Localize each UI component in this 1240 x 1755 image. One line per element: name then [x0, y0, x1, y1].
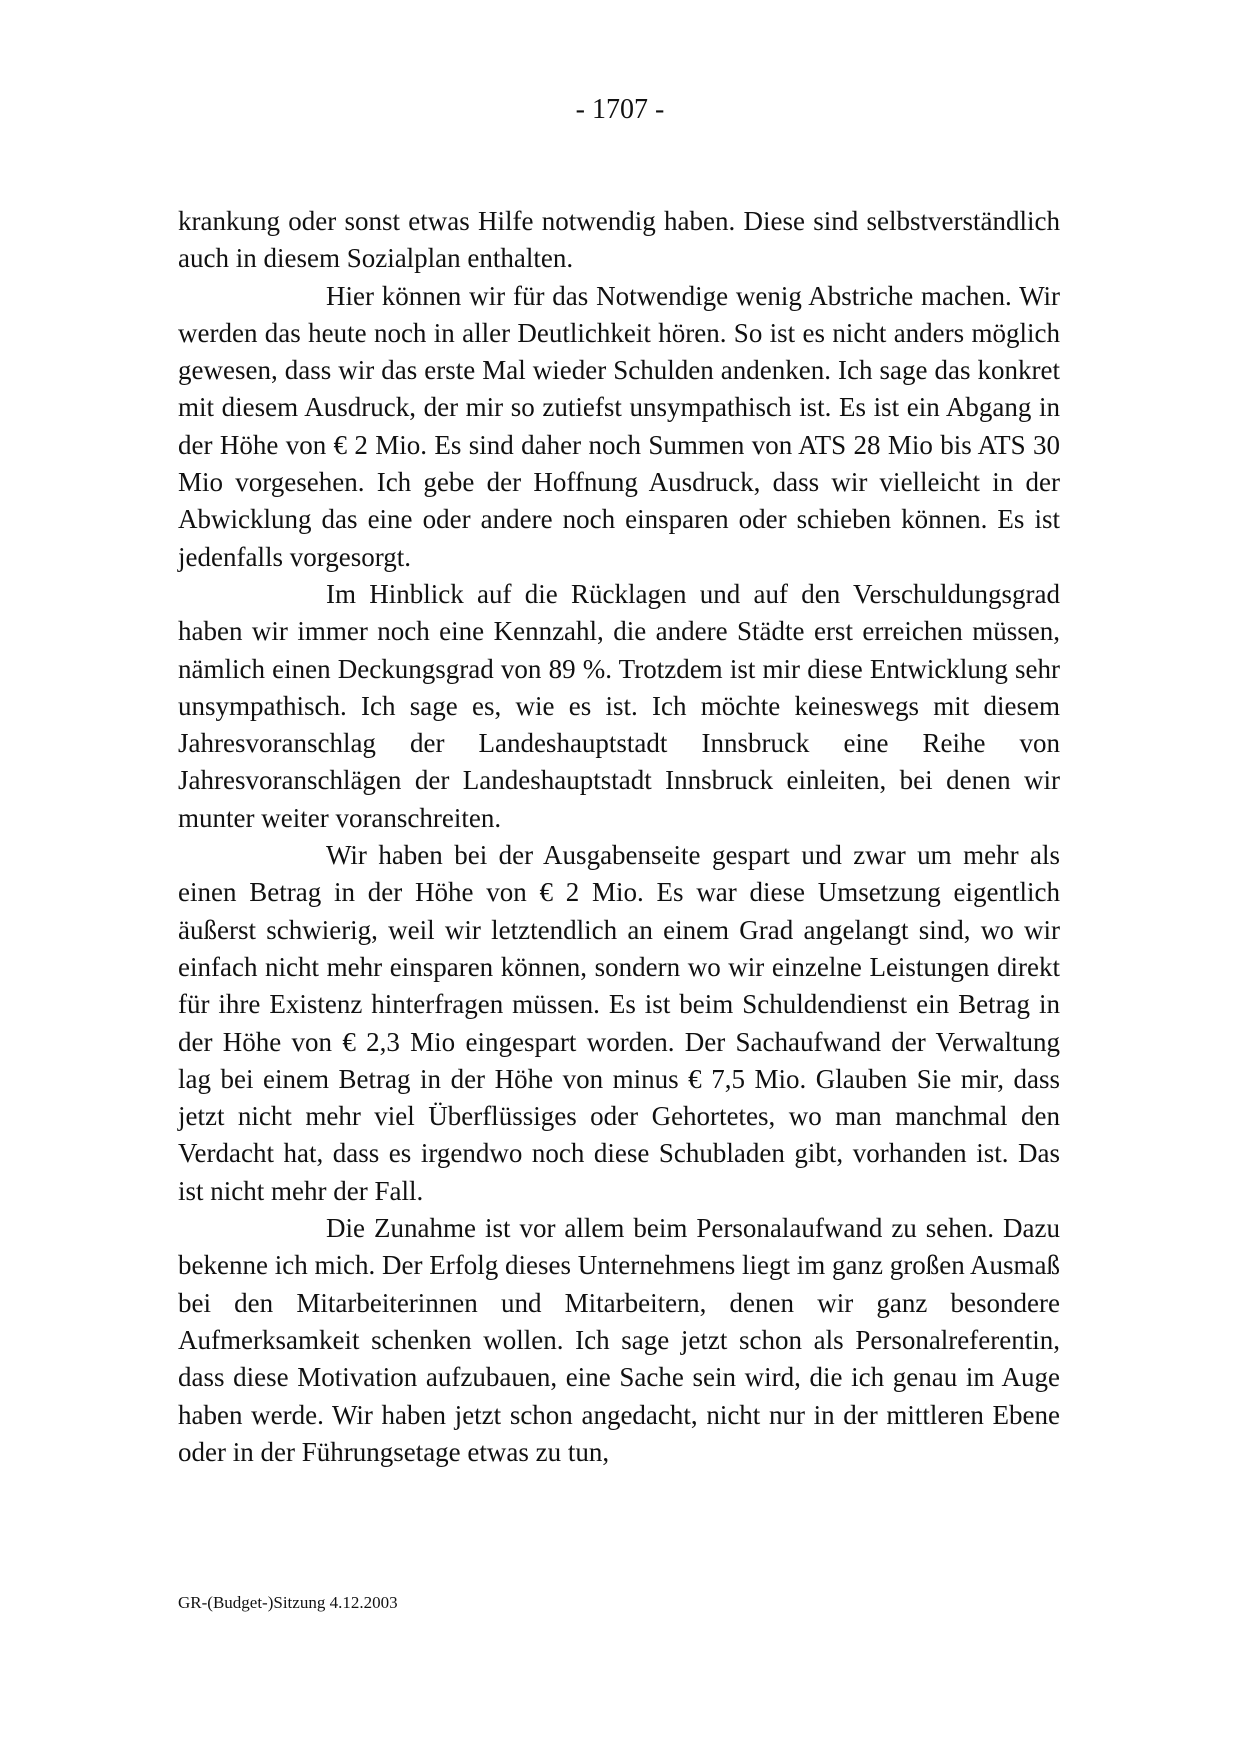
paragraph: krankung oder sonst etwas Hilfe notwendig haben. Diese sind selbstverständlich auch in diesem Sozialplan enthalten.: [178, 206, 1060, 274]
page-footer: GR-(Budget-)Sitzung 4.12.2003: [178, 1593, 398, 1612]
paragraph: Hier können wir für das Notwendige wenig Abstriche machen. Wir werden das heute noch in aller Deutlichkeit hören. So ist es nicht anders möglich gewesen, dass wir das erste Mal wieder Schulden andenken. Ich sage das konkret mit diesem Ausdruck, der mir so zutiefst unsympathisch ist. Es ist ein Abgang in der Höhe von € 2 Mio. Es sind daher noch Summen von ATS 28 Mio bis ATS 30 Mio vorgesehen. Ich gebe der Hoffnung Ausdruck, dass wir vielleicht in der Abwicklung das eine oder andere noch einsparen oder schieben können. Es ist jedenfalls vorgesorgt.: [178, 280, 1060, 572]
paragraph: Die Zunahme ist vor allem beim Personalaufwand zu sehen. Dazu bekenne ich mich. Der Erfolg dieses Unternehmens liegt im ganz großen Ausmaß bei den Mitarbeiterinnen und Mitarbeitern, denen wir ganz besondere Aufmerksamkeit schenken wollen. Ich sage jetzt schon als Personalreferentin, dass diese Motivation aufzubauen, eine Sache sein wird, die ich genau im Auge haben werde. Wir haben jetzt schon angedacht, nicht nur in der mittleren Ebene oder in der Führungsetage etwas zu tun,: [178, 1213, 1060, 1467]
paragraph: Im Hinblick auf die Rücklagen und auf den Verschuldungsgrad haben wir immer noch eine Kennzahl, die andere Städte erst erreichen müssen, nämlich einen Deckungsgrad von 89 %. Trotzdem ist mir diese Entwicklung sehr unsympathisch. Ich sage es, wie es ist. Ich möchte keineswegs mit diesem Jahresvoranschlag der Landeshauptstadt Innsbruck eine Reihe von Jahresvoranschlägen der Landeshauptstadt Innsbruck einleiten, bei denen wir munter weiter voranschreiten.: [178, 578, 1060, 833]
document-body: [178, 203, 1060, 1471]
page-number: - 1707 -: [575, 94, 665, 125]
paragraph: Wir haben bei der Ausgabenseite gespart und zwar um mehr als einen Betrag in der Höhe von € 2 Mio. Es war diese Umsetzung eigentlich äußerst schwierig, weil wir letztendlich an einem Grad angelangt sind, wo wir einfach nicht mehr einsparen können, sondern wo wir einzelne Leistungen direkt für ihre Existenz hinterfragen müssen. Es ist beim Schuldendienst ein Betrag in der Höhe von € 2,3 Mio eingespart worden. Der Sachaufwand der Verwaltung lag bei einem Betrag in der Höhe von minus € 7,5 Mio. Glauben Sie mir, dass jetzt nicht mehr viel Überflüssiges oder Gehortetes, wo man manchmal den Verdacht hat, dass es irgendwo noch diese Schubladen gibt, vorhanden ist. Das ist nicht mehr der Fall.: [178, 840, 1060, 1206]
